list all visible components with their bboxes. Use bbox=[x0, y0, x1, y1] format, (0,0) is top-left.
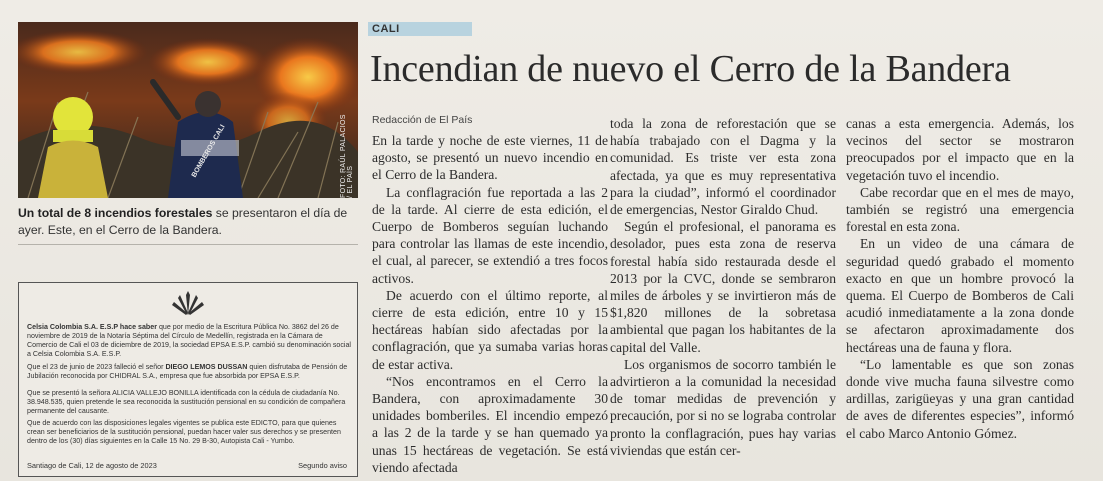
notice-company: Celsia Colombia S.A. E.S.P hace saber bbox=[27, 323, 157, 331]
photo-caption bbox=[18, 205, 360, 239]
notice-paragraph-1 bbox=[27, 323, 351, 359]
paragraph: Según el profesional, el panorama es desolador, pues esta zona de reserva forestal había sido restaurada desde el 2013 por la CVC, donde se sembraron miles de árboles y se invirtieron más de $1,820 millones de la sobretasa ambiental que pagan los habitantes de la capital del Valle. bbox=[610, 219, 836, 355]
article-headline: Incendian de nuevo el Cerro de la Bandera bbox=[370, 48, 1011, 90]
section-tag: CALI bbox=[368, 22, 472, 36]
photo-credit: FOTO: RAÚL PALACIOS / EL PAÍS bbox=[340, 114, 354, 198]
notice-paragraph-2 bbox=[27, 363, 351, 381]
paragraph: toda la zona de reforestación que se había trabajado con el Dagma y la comunidad. Es triste ver esta zona afectada, ya que es muy representativa para la ciudad”, informó el coordinador de emergencias, Nestor Giraldo Chud. bbox=[610, 116, 836, 218]
paragraph: Los organismos de socorro también le advirtieron a la comunidad la necesidad de tomar medidas de prevención y precaución, por si no se lograba controlar pronto la conflagración, pues hay varias viviendas que están cer- bbox=[610, 356, 836, 458]
legal-notice-box bbox=[18, 282, 358, 477]
caption-rest: se presentaron el día de ayer. Este, en el Cerro de la Bandera. bbox=[18, 206, 348, 237]
fire-photo bbox=[18, 22, 358, 198]
paragraph: De acuerdo con el último reporte, al cierre de esta edición, entre 10 y 15 hectáreas habían sido afectadas por la conflagración, que ya sumaba varias horas de estar activa. bbox=[372, 287, 608, 372]
notice-place-date: Santiago de Cali, 12 de agosto de 2023 bbox=[27, 461, 157, 470]
notice-p2-a: Que el 23 de junio de 2023 falleció el señor bbox=[27, 363, 166, 371]
notice-paragraph-4: Que de acuerdo con las disposiciones legales vigentes se publica este EDICTO, para que quienes crean ser beneficiarios de la sustitución pensional, puedan hacer valer sus derechos y se presenten dentro de los (30) días siguientes en la Calle 15 No. 29 B-30, Autopista Cali - Yumbo. bbox=[27, 419, 341, 445]
paragraph: canas a esta emergencia. Además, los vecinos del sector se mostraron preocupados por el impacto que en la vegetación tuvo el incendio. bbox=[846, 116, 1074, 183]
article-column-3 bbox=[846, 115, 1074, 442]
celsia-logo-icon bbox=[171, 289, 205, 317]
vest-text: BOMBEROS CALI bbox=[190, 123, 227, 179]
caption-bold: Un total de 8 incendios forestales bbox=[18, 206, 213, 220]
notice-paragraph-3: Que se presentó la señora ALICIA VALLEJO BONILLA identificada con la cédula de ciudadanía No. 38.948.535, quien pretende le sea reconocida la sustitución pensional en su condición de compañera permanente del causante. bbox=[27, 389, 346, 415]
notice-deceased-name: DIEGO LEMOS DUSSAN bbox=[165, 363, 248, 371]
article-column-1 bbox=[372, 132, 608, 476]
caption-divider bbox=[18, 244, 358, 245]
article-column-2 bbox=[610, 115, 836, 459]
paragraph: Cabe recordar que en el mes de mayo, también se registró una emergencia forestal en esta zona. bbox=[846, 184, 1074, 235]
notice-p1-text: que por medio de la Escritura Pública No. 3862 del 26 de noviembre de 2019 de la Notaría Séptima del Círculo de Medellín, registrada en la Cámara de Comercio de Cali el 03 de diciembre de 2019, la sociedad EPSA E.S.P. cambió su denominación social a Celsia Colombia S.A. E.S.P. bbox=[27, 323, 352, 358]
article-byline: Redacción de El País bbox=[372, 114, 473, 126]
notice-type: Segundo aviso bbox=[298, 461, 347, 470]
paragraph: La conflagración fue reportada a las 2 de la tarde. Al cierre de esta edición, el Cuerpo de Bomberos seguían luchando para controlar las llamas de este incendio, el cual, al parecer, se extendió a tres focos activos. bbox=[372, 184, 608, 286]
notice-p2-b: quien disfrutaba de Pensión de Jubilación reconocida por CHIDRAL S.A., empresa que fue absorbida por EPSA E.S.P. bbox=[27, 363, 348, 380]
paragraph: “Nos encontramos en el Cerro la Bandera, con aproximadamente 30 unidades bomberiles. El incendio empezó a las 2 de la tarde y se han quemado ya unas 15 hectáreas de vegetación. Se está viendo afectada bbox=[372, 373, 608, 475]
fire-scene-illustration bbox=[18, 22, 358, 198]
paragraph: En un video de una cámara de seguridad quedó grabado el momento exacto en que un hombre provocó la quema. El Cuerpo de Bomberos de Cali acudió inmediatamente a la zona donde se afectaron aproximadamente dos hectáreas una de fauna y flora. bbox=[846, 236, 1074, 355]
paragraph: En la tarde y noche de este viernes, 11 de agosto, se presentó un nuevo incendio en el Cerro de la Bandera. bbox=[372, 133, 608, 183]
paragraph: “Lo lamentable es que son zonas donde vive mucha fauna silvestre como ardillas, zarigüeyas y una gran cantidad de aves de diferentes especies”, informó el cabo Marco Antonio Gómez. bbox=[846, 356, 1074, 441]
